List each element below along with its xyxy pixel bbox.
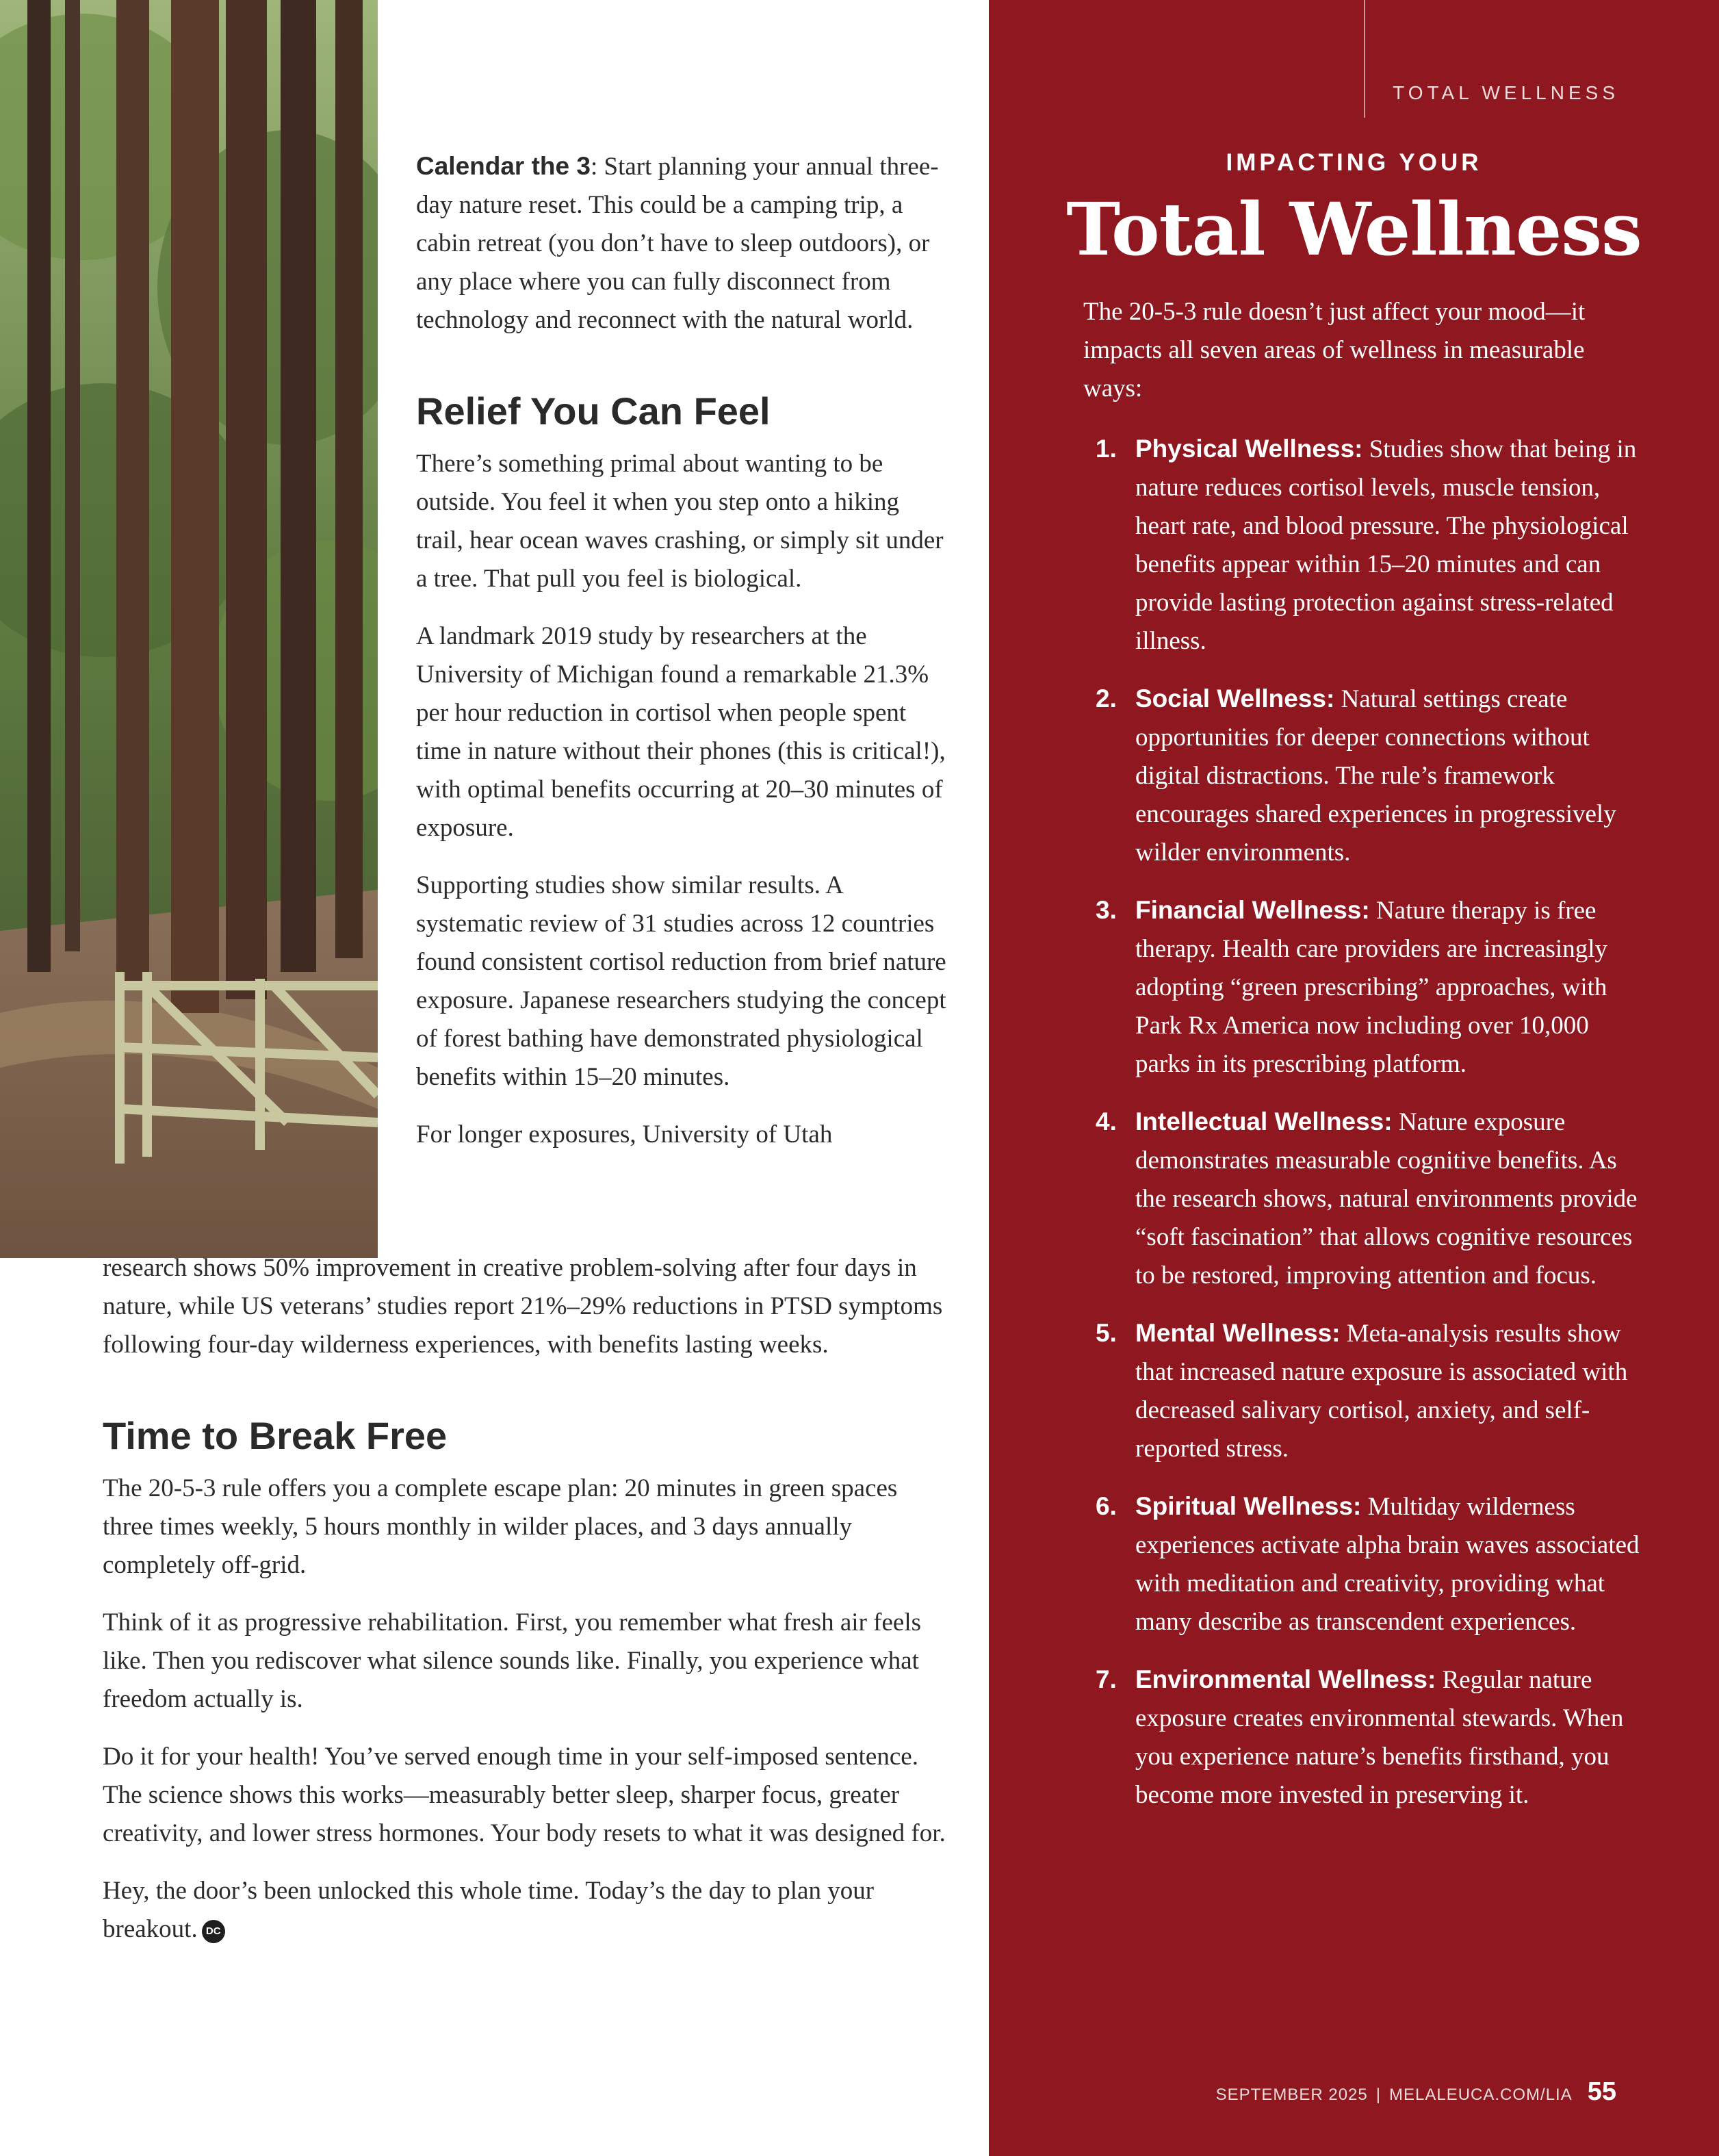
item-text: Multiday wilderness experiences activate alpha brain waves associated with meditation and creativity, providing what many describe as transcendent experiences. [1135, 1493, 1640, 1636]
footer-url: MELALEUCA.COM/LIA [1388, 2086, 1573, 2104]
break-paragraph-2: Think of it as progressive rehabilitation. First, you remember what fresh air feels like. Then you rediscover what silence sounds like. Finally, you experience what freedom actually is. [103, 1608, 921, 1713]
relief-paragraph-3: Supporting studies show similar results. A systematic review of 31 studies across 12 countries found consistent cortisol reduction from brief nature exposure. Japanese researchers studying the concept of forest bathing have demonstrated physiological benefits within 15–20 minutes. [416, 871, 946, 1091]
list-item [1083, 1103, 1644, 1295]
list-item [1083, 1487, 1644, 1641]
relief-paragraph-2: A landmark 2019 study by researchers at the University of Michigan found a remarkable 21.3% per hour reduction in cortisol when people spent time in nature without their phones (this is critical!), with optimal benefits occurring at 20–30 minutes of exposure. [416, 622, 946, 842]
item-text: Natural settings create opportunities for deeper connections without digital distractions. The rule’s framework encourages shared experiences in progressively wilder environments. [1135, 685, 1616, 867]
lower-text-column [103, 1249, 951, 1968]
footer-date: SEPTEMBER 2025 [1215, 2086, 1368, 2104]
calendar-lead: Calendar the 3 [416, 152, 591, 180]
sidebar-headline: Total Wellness [1066, 186, 1642, 272]
list-item [1083, 1660, 1644, 1814]
list-item [1083, 430, 1644, 660]
list-item [1083, 891, 1644, 1083]
item-term: Mental Wellness: [1135, 1319, 1341, 1347]
item-term: Social Wellness: [1135, 684, 1335, 713]
wellness-list [1083, 430, 1644, 1834]
calendar-text: : Start planning your annual three-day nature reset. This could be a camping trip, a cabin retreat (you don’t have to sleep outdoors), or any place where you can fully disconnect from technology and reconnect with the natural world. [416, 153, 939, 334]
item-term: Physical Wellness: [1135, 435, 1363, 463]
sidebar-intro: The 20-5-3 rule doesn’t just affect your mood—it impacts all seven areas of wellness in measurable ways: [1083, 298, 1586, 402]
vertical-divider [1364, 0, 1365, 118]
footer-separator: | [1375, 2086, 1381, 2104]
item-term: Intellectual Wellness: [1135, 1107, 1393, 1135]
item-text: Nature exposure demonstrates measurable cognitive benefits. As the research shows, natural environments provide “soft fascination” that allows cognitive resources to be restored, improving attention and focus. [1135, 1108, 1638, 1289]
longer-exposures-start: For longer exposures, University of Utah [416, 1120, 833, 1148]
item-number: 4. [1096, 1107, 1117, 1135]
item-text: Meta-analysis results show that increased nature exposure is associated with decreased salivary cortisol, anxiety, and self-reported stress. [1135, 1320, 1628, 1463]
item-text: Studies show that being in nature reduces cortisol levels, muscle tension, heart rate, and blood pressure. The physiological benefits appear within 15–20 minutes and can provide lasting protection against stress-related illness. [1135, 435, 1637, 655]
calendar-paragraph [416, 147, 950, 339]
relief-paragraph-1: There’s something primal about wanting to be outside. You feel it when you step onto a hiking trail, hear ocean waves crashing, or simply sit under a tree. That pull you feel is biological. [416, 450, 944, 593]
sidebar-kicker: IMPACTING YOUR [1226, 149, 1482, 176]
page-number: 55 [1587, 2077, 1616, 2106]
upper-text-column [416, 147, 950, 1154]
item-text: Regular nature exposure creates environmental stewards. When you experience nature’s benefits firsthand, you become more invested in preserving it. [1135, 1666, 1624, 1809]
break-free-heading: Time to Break Free [103, 1414, 448, 1457]
item-term: Environmental Wellness: [1135, 1665, 1436, 1693]
item-term: Spiritual Wellness: [1135, 1492, 1362, 1520]
final-paragraph [103, 1872, 951, 1949]
item-text: Nature therapy is free therapy. Health care providers are increasingly adopting “green prescribing” approaches, with Park Rx America now including over 10,000 parks in its prescribing platform. [1135, 897, 1607, 1078]
item-number: 5. [1096, 1319, 1117, 1347]
final-text: Hey, the door’s been unlocked this whole time. Today’s the day to plan your breakout. [103, 1877, 875, 1943]
item-number: 2. [1096, 684, 1117, 713]
break-paragraph-3: Do it for your health! You’ve served enough time in your self-imposed sentence. The science shows this works—measurably better sleep, sharper focus, greater creativity, and lower stress hormones. Your body resets to what it was designed for. [103, 1743, 946, 1847]
list-item [1083, 680, 1644, 872]
break-paragraph-1: The 20-5-3 rule offers you a complete escape plan: 20 minutes in green spaces three times weekly, 5 hours monthly in wilder places, and 3 days annually completely off-grid. [103, 1474, 898, 1579]
total-wellness-sidebar [989, 0, 1719, 2156]
forest-trail-photo [0, 0, 378, 1258]
item-number: 3. [1096, 896, 1117, 924]
item-term: Financial Wellness: [1135, 896, 1370, 924]
item-number: 6. [1096, 1492, 1117, 1520]
item-number: 1. [1096, 435, 1117, 463]
list-item [1083, 1314, 1644, 1468]
relief-heading: Relief You Can Feel [416, 389, 771, 433]
longer-exposures-continued: research shows 50% improvement in creative problem-solving after four days in nature, while US veterans’ studies report 21%–29% reductions in PTSD symptoms following four-day wilderness experiences, with benefits lasting weeks. [103, 1254, 943, 1359]
item-number: 7. [1096, 1665, 1117, 1693]
end-mark-icon: DC [202, 1920, 225, 1943]
page-footer [1216, 2077, 1616, 2107]
section-tag: TOTAL WELLNESS [1393, 82, 1619, 103]
